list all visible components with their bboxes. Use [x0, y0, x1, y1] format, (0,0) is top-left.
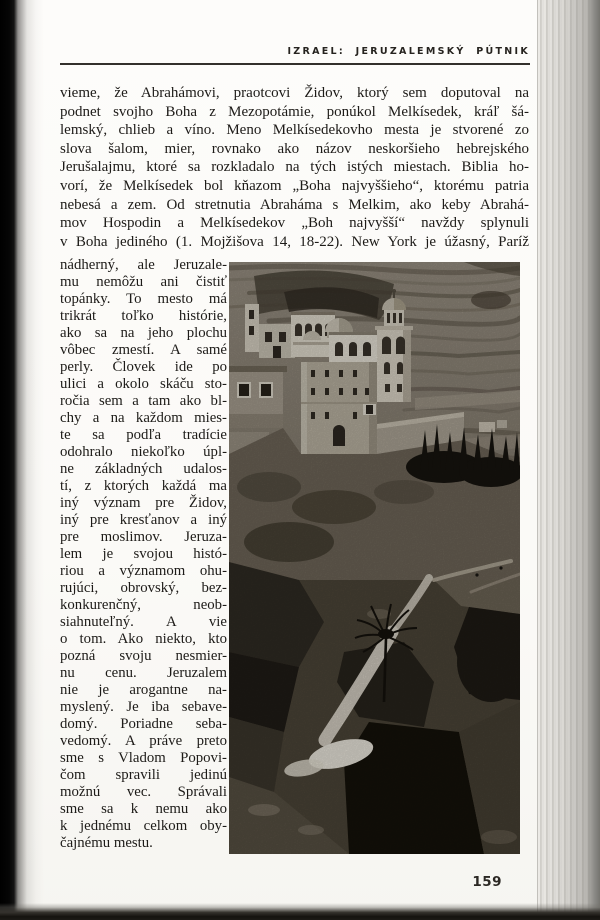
monastery-photo-art [229, 262, 520, 854]
intro-line: podnet svojho Boha z Mezopotámie, ponúkol Melkísedek, kráľ šá- [60, 103, 529, 120]
intro-line: vieme, že Abrahámovi, praotcovi Židov, ktorý sem doputoval na [60, 85, 529, 101]
text-column [60, 257, 227, 852]
running-header [60, 41, 530, 65]
column-line: ulici a okolo skáču sto- [60, 376, 227, 392]
column-line: siahnuteľný. A vie [60, 614, 227, 630]
column-line: myslený. Je iba sebave- [60, 699, 227, 715]
intro-line: mov Hospodin a Melkísedekov „Boh najvyšší“ navždy splynuli [60, 215, 529, 232]
column-line: sme sa k nemu ako [60, 801, 227, 817]
intro-line: nebesá a zem. Od stretnutia Abraháma s Melkim, ako keby Abrahá- [60, 196, 529, 213]
column-line: mu nemôžu ani čistiť [60, 274, 227, 290]
scan-bottom-edge [0, 903, 600, 920]
column-line: iný pre kresťanov a iný [60, 512, 227, 528]
scan-left-edge [0, 0, 44, 920]
column-line: rujúci, obrovský, bez- [60, 580, 227, 596]
column-line: ako sa na jeho plochu [60, 325, 227, 341]
intro-line: Jerušalajmu, ktoré sa rozkladalo na tých istých miestach. Biblia ho- [60, 159, 529, 176]
intro-line: v Boha jediného (1. Mojžišova 14, 18-22). New York je úžasný, Paríž [60, 233, 529, 250]
column-line: nu cenu. Jeruzalem [60, 665, 227, 681]
column-line: k jednému celkom oby- [60, 818, 227, 834]
column-line: ne základných udalos- [60, 461, 227, 477]
column-line: pre moslimov. Jeruza- [60, 529, 227, 545]
intro-paragraph [60, 84, 529, 251]
intro-line: lemský, chlieb a víno. Meno Melkísedekovho mesta je stvorené zo [60, 122, 529, 139]
column-line: ročia sem a tam ako bl- [60, 393, 227, 409]
column-line: domý. Poriadne seba- [60, 716, 227, 732]
column-line: perly. Človek ide po [60, 359, 227, 375]
intro-line: slova šalom, mier, rovnako ako názov neskoršieho hebrejského [60, 140, 529, 157]
column-line: sme s Vladom Popovi- [60, 750, 227, 766]
column-line: iný význam pre Židov, [60, 495, 227, 511]
column-line: vôbec zmestí. A samé [60, 342, 227, 358]
column-line: o tom. Ako niekto, kto [60, 631, 227, 647]
column-line: pozná svoju nesmier- [60, 648, 227, 664]
column-line: konkurenčný, neob- [60, 597, 227, 613]
book-page-stack-edge [537, 0, 600, 920]
monastery-photo [229, 262, 520, 854]
page-number: 159 [472, 874, 502, 890]
column-line: lem je svojou histó- [60, 546, 227, 562]
column-line: tí, z ktorých každá ma [60, 478, 227, 494]
column-line: nádherný, ale Jeruzale- [60, 257, 227, 273]
intro-line: vorí, že Melkísedek bol kňazom „Boha najvyššieho“, ktorému patria [60, 177, 529, 194]
column-line: čom spravili jedinú [60, 767, 227, 783]
column-line: čajnému mestu. [60, 835, 153, 851]
column-line: nie je arogantne na- [60, 682, 227, 698]
column-line: topánky. To mesto má [60, 291, 227, 307]
column-line: chy a na každom mies- [60, 410, 227, 426]
column-line: trikrát toľko histórie, [60, 308, 227, 324]
running-header-text: IZRAEL: JERUZALEMSKÝ PÚTNIK [287, 46, 530, 57]
column-line: riou a významom ohu- [60, 563, 227, 579]
column-line: vedomý. A práve preto [60, 733, 227, 749]
column-line: možnú vec. Správali [60, 784, 227, 800]
column-line: te sa podľa tradície [60, 427, 227, 443]
column-line: odohralo niekoľko úpl- [60, 444, 227, 460]
